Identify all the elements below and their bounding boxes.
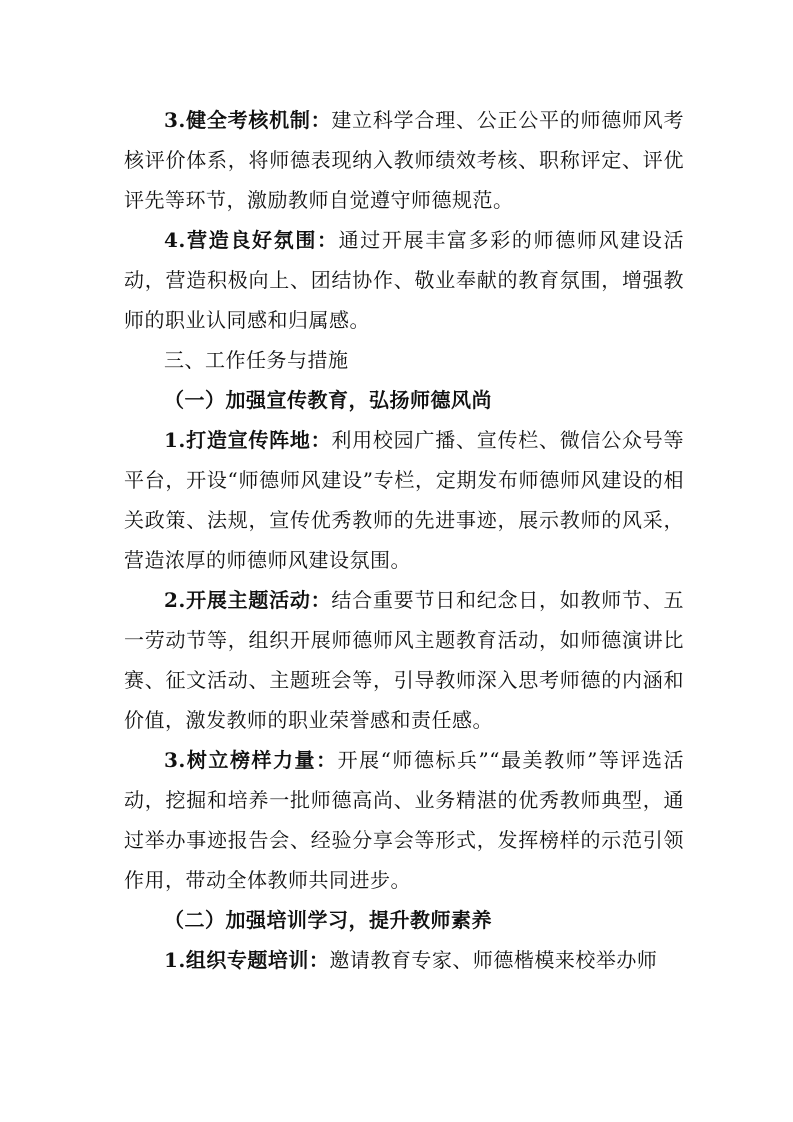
paragraph-lead: 3.健全考核机制： [164, 108, 332, 132]
paragraph-body: 开展“师德标兵”“最美教师”等评选活动，挖掘和培养一批师德高尚、业务精湛的优秀教师典型，通过举办事迹报告会、经验分享会等形式，发挥榜样的示范引领作用，带动全体教师共同进步。 [124, 748, 684, 892]
paragraph-body: 通过开展丰富多彩的师德师风建设活动，营造积极向上、团结协作、敬业奉献的教育氛围，增强教师的职业认同感和归属感。 [124, 228, 684, 332]
paragraph-assessment-mechanism [124, 100, 684, 220]
paragraph-role-models [124, 740, 684, 900]
paragraph-atmosphere [124, 220, 684, 340]
paragraph-lead: 4.营造良好氛围： [164, 228, 339, 252]
paragraph-lead: 1.组织专题培训： [164, 948, 330, 972]
paragraph-lead: 1.打造宣传阵地： [164, 428, 332, 452]
paragraph-body: 建立科学合理、公正公平的师德师风考核评价体系，将师德表现纳入教师绩效考核、职称评定、评优评先等环节，激励教师自觉遵守师德规范。 [124, 108, 684, 212]
paragraph-publicity-platform [124, 420, 684, 580]
document-body [124, 100, 684, 980]
paragraph-special-training [124, 940, 684, 980]
paragraph-body: 利用校园广播、宣传栏、微信公众号等平台，开设“师德师风建设”专栏，定期发布师德师风建设的相关政策、法规，宣传优秀教师的先进事迹，展示教师的风采，营造浓厚的师德师风建设氛围。 [124, 428, 684, 572]
paragraph-body: 邀请教育专家、师德楷模来校举办师 [329, 948, 658, 972]
paragraph-body: 结合重要节日和纪念日，如教师节、五一劳动节等，组织开展师德师风主题教育活动，如师德演讲比赛、征文活动、主题班会等，引导教师深入思考师德的内涵和价值，激发教师的职业荣誉感和责任感。 [124, 588, 684, 732]
paragraph-theme-activities [124, 580, 684, 740]
section-heading: 三、工作任务与措施 [164, 348, 349, 372]
subsection-heading: （一）加强宣传教育，弘扬师德风尚 [164, 388, 492, 412]
paragraph-lead: 2.开展主题活动： [164, 588, 332, 612]
subsection-heading: （二）加强培训学习，提升教师素养 [164, 908, 492, 932]
paragraph-lead: 3.树立榜样力量： [164, 748, 338, 772]
